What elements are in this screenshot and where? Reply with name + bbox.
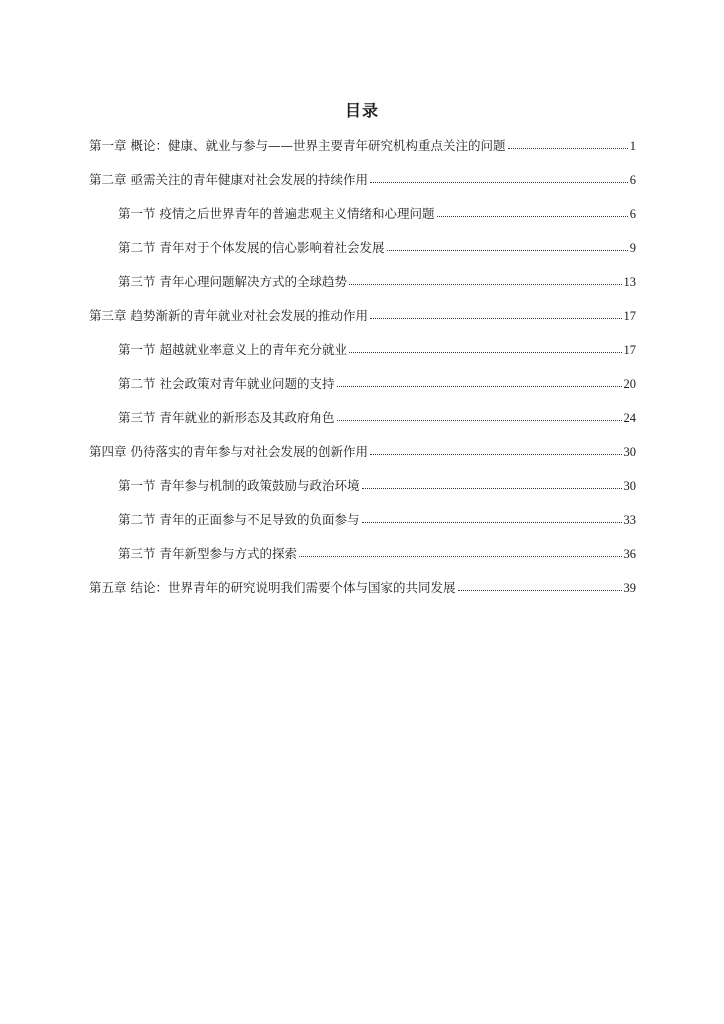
toc-chapter-entry[interactable] [89,578,636,612]
toc-page-number: 6 [629,173,636,187]
toc-entry-title: 趋势渐新的青年就业对社会发展的推动作用 [130,308,369,323]
dot-leader [337,410,622,422]
toc-entry-number: 第四章 [89,444,127,459]
dot-leader [387,240,628,252]
toc-entry-title: 青年新型参与方式的探索 [159,546,298,561]
toc-entry-number: 第二节 [118,240,156,255]
toc-section-entry[interactable] [89,204,636,238]
toc-title: 目录 [344,101,379,120]
toc-entry-number: 第一节 [118,478,156,493]
toc-section-entry[interactable] [89,476,636,510]
dot-leader [299,546,621,558]
dot-leader [437,206,628,218]
toc-page-number: 17 [623,343,636,357]
dot-leader [458,580,622,592]
toc-page-number: 6 [629,207,636,221]
dot-leader [362,478,622,490]
toc-page-number: 17 [623,309,636,323]
toc-page-number: 20 [623,377,636,391]
toc-section-entry[interactable] [89,510,636,544]
toc-chapter-entry[interactable] [89,136,636,170]
toc-entry-title: 青年就业的新形态及其政府角色 [159,410,335,425]
toc-page-number: 39 [623,581,636,595]
toc-entry-title: 社会政策对青年就业问题的支持 [159,376,335,391]
toc-entry-title: 结论：世界青年的研究说明我们需要个体与国家的共同发展 [130,580,456,595]
dot-leader [362,512,622,524]
dot-leader [370,308,621,320]
toc-section-entry[interactable] [89,544,636,578]
toc-entry-number: 第五章 [89,580,127,595]
toc-entry-title: 青年的正面参与不足导致的负面参与 [159,512,360,527]
toc-chapter-entry[interactable] [89,442,636,476]
toc-section-entry[interactable] [89,374,636,408]
toc-page-number: 13 [623,275,636,289]
toc-section-entry[interactable] [89,272,636,306]
toc-entry-number: 第二章 [89,172,127,187]
toc-page-number: 30 [623,479,636,493]
toc-chapter-entry[interactable] [89,306,636,340]
toc-entry-title: 疫情之后世界青年的普遍悲观主义情绪和心理问题 [159,206,435,221]
toc-entry-number: 第三节 [118,410,156,425]
toc-entry-number: 第二节 [118,512,156,527]
toc-page-number: 33 [623,513,636,527]
toc-entry-title: 亟需关注的青年健康对社会发展的持续作用 [130,172,369,187]
toc-entry-number: 第一节 [118,206,156,221]
toc-page-number: 30 [623,445,636,459]
dot-leader [349,342,621,354]
toc-section-entry[interactable] [89,238,636,272]
toc-entry-number: 第三节 [118,546,156,561]
toc-entry-number: 第二节 [118,376,156,391]
toc-entry-title: 青年心理问题解决方式的全球趋势 [159,274,348,289]
toc-entry-title: 青年参与机制的政策鼓励与政治环境 [159,478,360,493]
toc-page-number: 1 [629,139,636,153]
toc-chapter-entry[interactable] [89,170,636,204]
dot-leader [349,274,621,286]
toc-entry-number: 第三节 [118,274,156,289]
toc-page-number: 9 [629,241,636,255]
toc-section-entry[interactable] [89,408,636,442]
toc-list [89,136,636,612]
dot-leader [370,172,628,184]
dot-leader [370,444,621,456]
toc-entry-number: 第三章 [89,308,127,323]
toc-page-number: 36 [623,547,636,561]
toc-entry-number: 第一节 [118,342,156,357]
dot-leader [337,376,622,388]
toc-entry-title: 概论：健康、就业与参与——世界主要青年研究机构重点关注的问题 [130,138,506,153]
toc-entry-number: 第一章 [89,138,127,153]
toc-entry-title: 仍待落实的青年参与对社会发展的创新作用 [130,444,369,459]
dot-leader [508,138,628,150]
toc-section-entry[interactable] [89,340,636,374]
toc-entry-title: 青年对于个体发展的信心影响着社会发展 [159,240,385,255]
toc-entry-title: 超越就业率意义上的青年充分就业 [159,342,348,357]
toc-page-number: 24 [623,411,636,425]
